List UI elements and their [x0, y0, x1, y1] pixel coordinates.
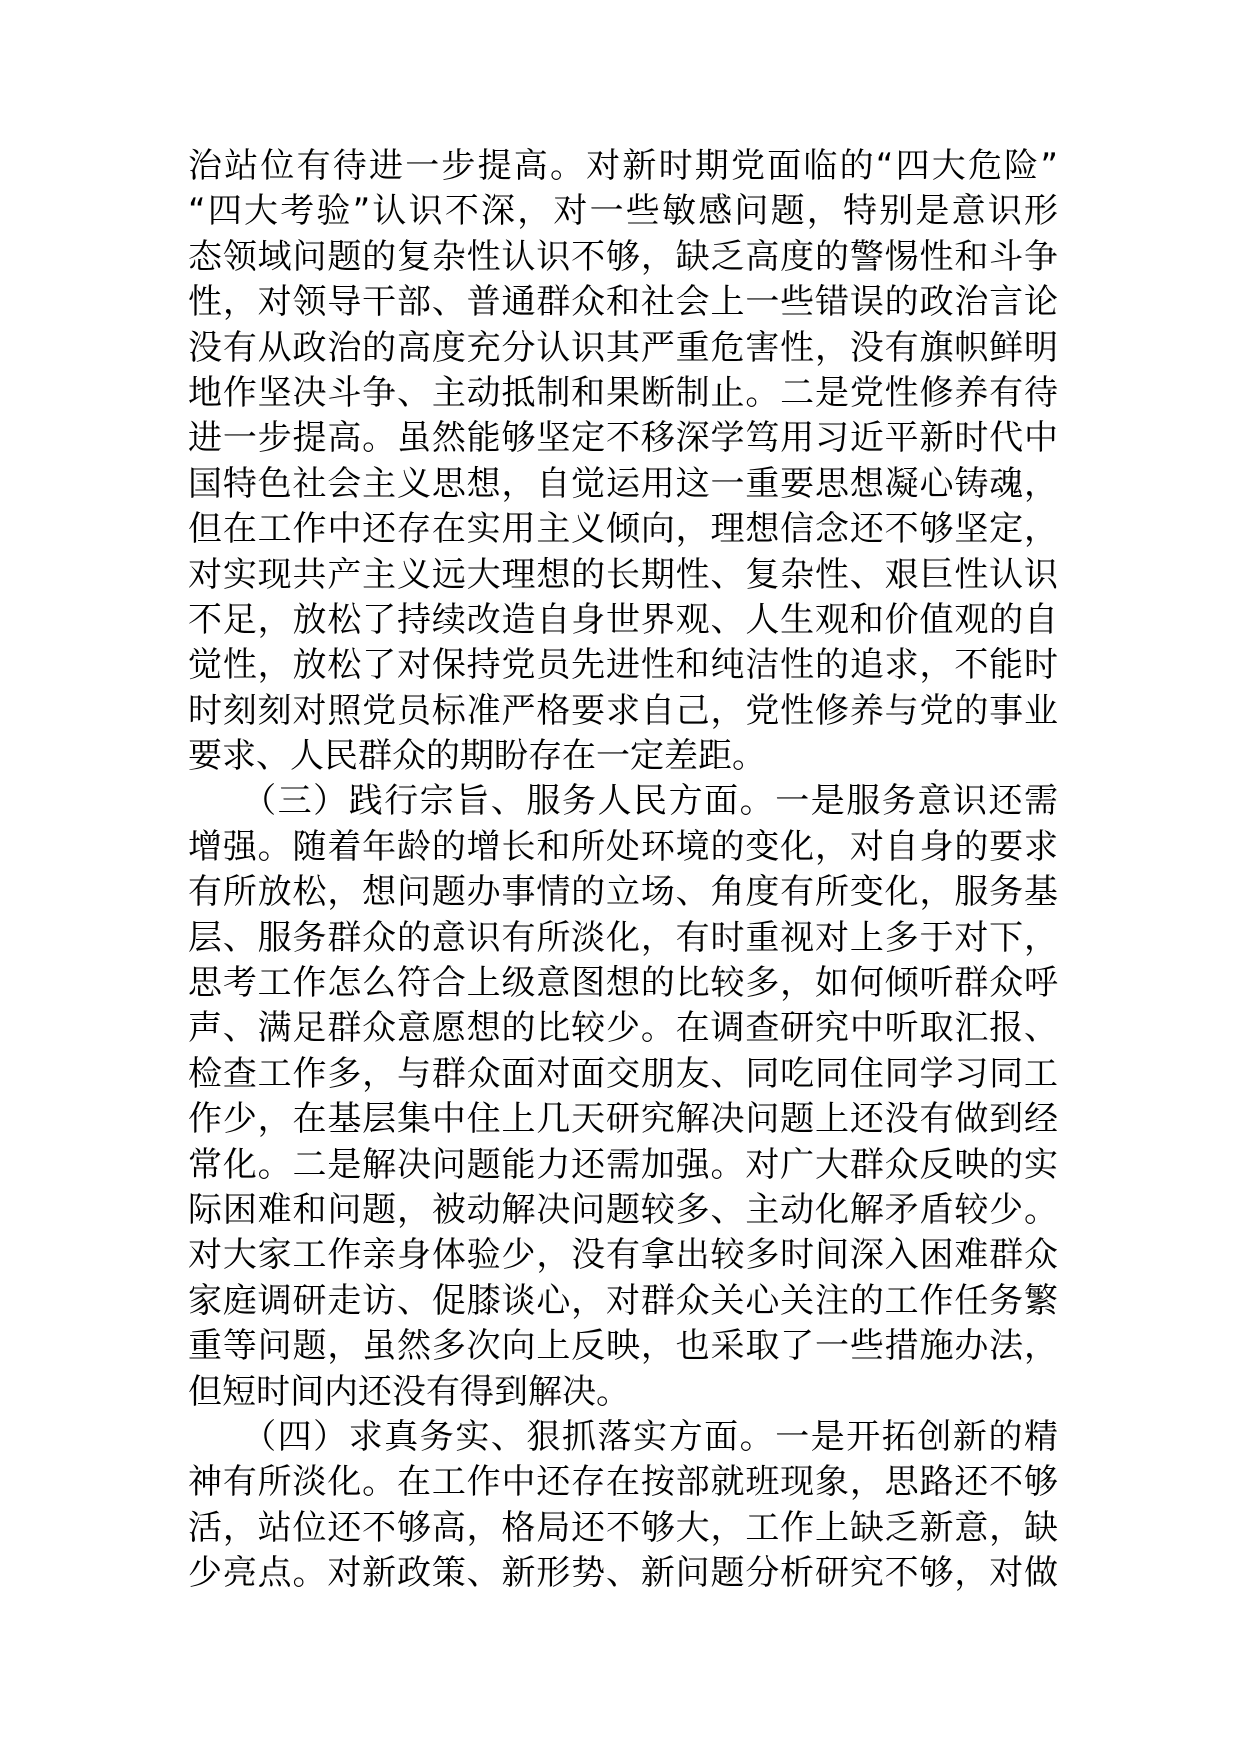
text-line: 常化。二是解决问题能力还需加强。对广大群众反映的实: [188, 1144, 1058, 1185]
section-heading-line: （三）践行宗旨、服务人民方面。一是服务意识还需: [188, 781, 1058, 822]
text-line: 态领域问题的复杂性认识不够，缺乏高度的警惕性和斗争: [188, 236, 1058, 277]
text-line: 思考工作怎么符合上级意图想的比较多，如何倾听群众呼: [188, 963, 1058, 1004]
text-line: 有所放松，想问题办事情的立场、角度有所变化，服务基: [188, 872, 1058, 913]
text-line: 不足，放松了持续改造自身世界观、人生观和价值观的自: [188, 599, 1058, 640]
text-line: 活，站位还不够高，格局还不够大，工作上缺乏新意，缺: [188, 1507, 1058, 1548]
text-line: 没有从政治的高度充分认识其严重危害性，没有旗帜鲜明: [188, 327, 1058, 368]
document-body-text: [188, 144, 1058, 1597]
text-line: 少亮点。对新政策、新形势、新问题分析研究不够，对做: [188, 1553, 1058, 1594]
text-line: 但在工作中还存在实用主义倾向，理想信念还不够坚定，: [188, 509, 1058, 550]
text-line: 觉性，放松了对保持党员先进性和纯洁性的追求，不能时: [188, 645, 1058, 686]
paragraph-end-line: 但短时间内还没有得到解决。: [188, 1371, 630, 1412]
text-line: 时刻刻对照党员标准严格要求自己，党性修养与党的事业: [188, 690, 1058, 731]
text-line: 检查工作多，与群众面对面交朋友、同吃同住同学习同工: [188, 1053, 1058, 1094]
text-line: 际困难和问题，被动解决问题较多、主动化解矛盾较少。: [188, 1189, 1058, 1230]
text-line: 声、满足群众意愿想的比较少。在调查研究中听取汇报、: [188, 1008, 1058, 1049]
text-line: 增强。随着年龄的增长和所处环境的变化，对自身的要求: [188, 826, 1058, 867]
text-line: 重等问题，虽然多次向上反映，也采取了一些措施办法，: [188, 1326, 1058, 1367]
text-line: 对大家工作亲身体验少，没有拿出较多时间深入困难群众: [188, 1235, 1058, 1276]
text-line: 国特色社会主义思想，自觉运用这一重要思想凝心铸魂，: [188, 463, 1058, 504]
text-line: 神有所淡化。在工作中还存在按部就班现象，思路还不够: [188, 1462, 1058, 1503]
text-line: 进一步提高。虽然能够坚定不移深学笃用习近平新时代中: [188, 418, 1058, 459]
text-line: 治站位有待进一步提高。对新时期党面临的“四大危险”: [188, 146, 1058, 186]
text-line: 家庭调研走访、促膝谈心，对群众关心关注的工作任务繁: [188, 1280, 1058, 1321]
text-line: 性，对领导干部、普通群众和社会上一些错误的政治言论: [188, 282, 1058, 323]
text-line: 层、服务群众的意识有所淡化，有时重视对上多于对下，: [188, 917, 1058, 958]
section-heading-line: （四）求真务实、狠抓落实方面。一是开拓创新的精: [188, 1416, 1058, 1457]
text-line: 地作坚决斗争、主动抵制和果断制止。二是党性修养有待: [188, 372, 1058, 413]
text-line: “四大考验”认识不深，对一些敏感问题，特别是意识形: [188, 191, 1058, 232]
text-line: 对实现共产主义远大理想的长期性、复杂性、艰巨性认识: [188, 554, 1058, 595]
text-line: 作少，在基层集中住上几天研究解决问题上还没有做到经: [188, 1099, 1058, 1140]
paragraph-end-line: 要求、人民群众的期盼存在一定差距。: [188, 736, 766, 777]
